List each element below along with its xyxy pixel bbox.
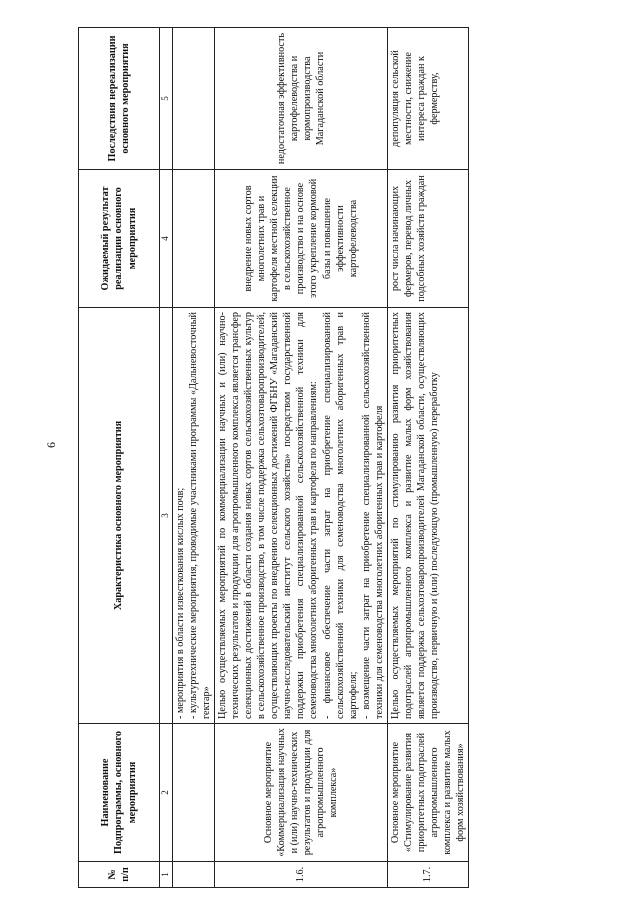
cont-name-cell (173, 724, 215, 862)
header-consequences: Последствия нереализации основного мероприятия (79, 28, 160, 170)
row-1-6-desc-para-2: - финансовое обеспечение части затрат на приобретение специализированной сельскохозяйственной техники для семеноводства многолетних аборигенных трав и картофеля; (321, 312, 359, 719)
row-1-6-num: 1.6. (215, 862, 388, 888)
row-1-6-desc-para-3: - возмещение части затрат на приобретение специализированной сельскохозяйственной техники для семеноводства многолетних аборигенных трав и картофеля (360, 312, 385, 719)
header-expected: Ожидаемый результат реализации основного мероприятия (79, 170, 160, 308)
header-description: Характеристика основного мероприятия (79, 308, 160, 724)
measures-table (78, 27, 469, 888)
col-number-3: 3 (160, 308, 173, 724)
row-1-7-name: Основное мероприятие «Стимулирование развития приоритетных подотраслей агропромышленного комплекса и развитие малых форм хозяйствования» (387, 724, 468, 862)
cont-consequences-cell (173, 28, 215, 170)
row-1-6-expected: внедрение новых сортов многолетних трав и картофеля местной селекции в сельскохозяйственное производство и на основе этого укрепление кормовой базы и повышение эффективности картофелеводства (215, 170, 388, 308)
col-number-4: 4 (160, 170, 173, 308)
table-row-continuation (173, 28, 215, 888)
rotated-table-wrapper (78, 28, 564, 888)
cont-line-2: - культуртехнические мероприятия, проводимые участниками программы «Дальневосточный гектар» (188, 312, 213, 719)
header-num: № п/п (79, 862, 160, 888)
col-number-1: 1 (160, 862, 173, 888)
col-number-5: 5 (160, 28, 173, 170)
row-1-6-desc-para-1: Целью осуществляемых мероприятий по коммерциализации научных и (или) научно-технических результатов и продукции для агропромышленного комплекса является трансфер селекционных достижений в области создания новых сортов сельскохозяйственных культур в сельскохозяйственное производство, в том числе поддержка сельхозтоваропроизводителей, осуществляющих проекты по внедрению селекционных достижений ФГБНУ «Магаданский научно-исследовательский институт сельского хозяйства» посредством государственной поддержки приобретения специализированной сельскохозяйственной техники для семеноводства многолетних аборигенных трав и картофеля по направлениям: (217, 312, 320, 719)
table-row-1-7 (387, 28, 468, 888)
column-number-row (160, 28, 173, 888)
row-1-6-description (215, 308, 388, 724)
row-1-6-consequences: недостаточная эффективность картофелеводства и кормопроизводства Магаданской области (215, 28, 388, 170)
row-1-7-consequences: депопуляция сельской местности, снижение интереса граждан к фермерству, (387, 28, 468, 170)
cont-line-1: - мероприятия в области известкования кислых почв; (175, 487, 186, 719)
cont-expected-cell (173, 170, 215, 308)
col-number-2: 2 (160, 724, 173, 862)
row-1-6-name: Основное мероприятие «Коммерциализация научных и (или) научно-технических результатов и продукции для агропромышленного комплекса» (215, 724, 388, 862)
table-row-1-6 (215, 28, 388, 888)
table-header-row (79, 28, 160, 888)
row-1-7-expected: рост числа начинающих фермеров, перевод личных подсобных хозяйств граждан (387, 170, 468, 308)
row-1-7-description: Целью осуществляемых мероприятий по стимулированию развития приоритетных подотраслей агропромышленного комплекса и развитие малых форм хозяйствования является поддержка сельхозтоваропроизводителей Магаданской области, осуществляющих производство, первичную и (или) последующую (промышленную) переработку (387, 308, 468, 724)
header-name: Наименование Подпрограммы, основного мероприятия (79, 724, 160, 862)
page-number: 6 (44, 442, 58, 448)
row-1-7-num: 1.7. (387, 862, 468, 888)
cont-description-cell (173, 308, 215, 724)
cont-num-cell (173, 862, 215, 888)
